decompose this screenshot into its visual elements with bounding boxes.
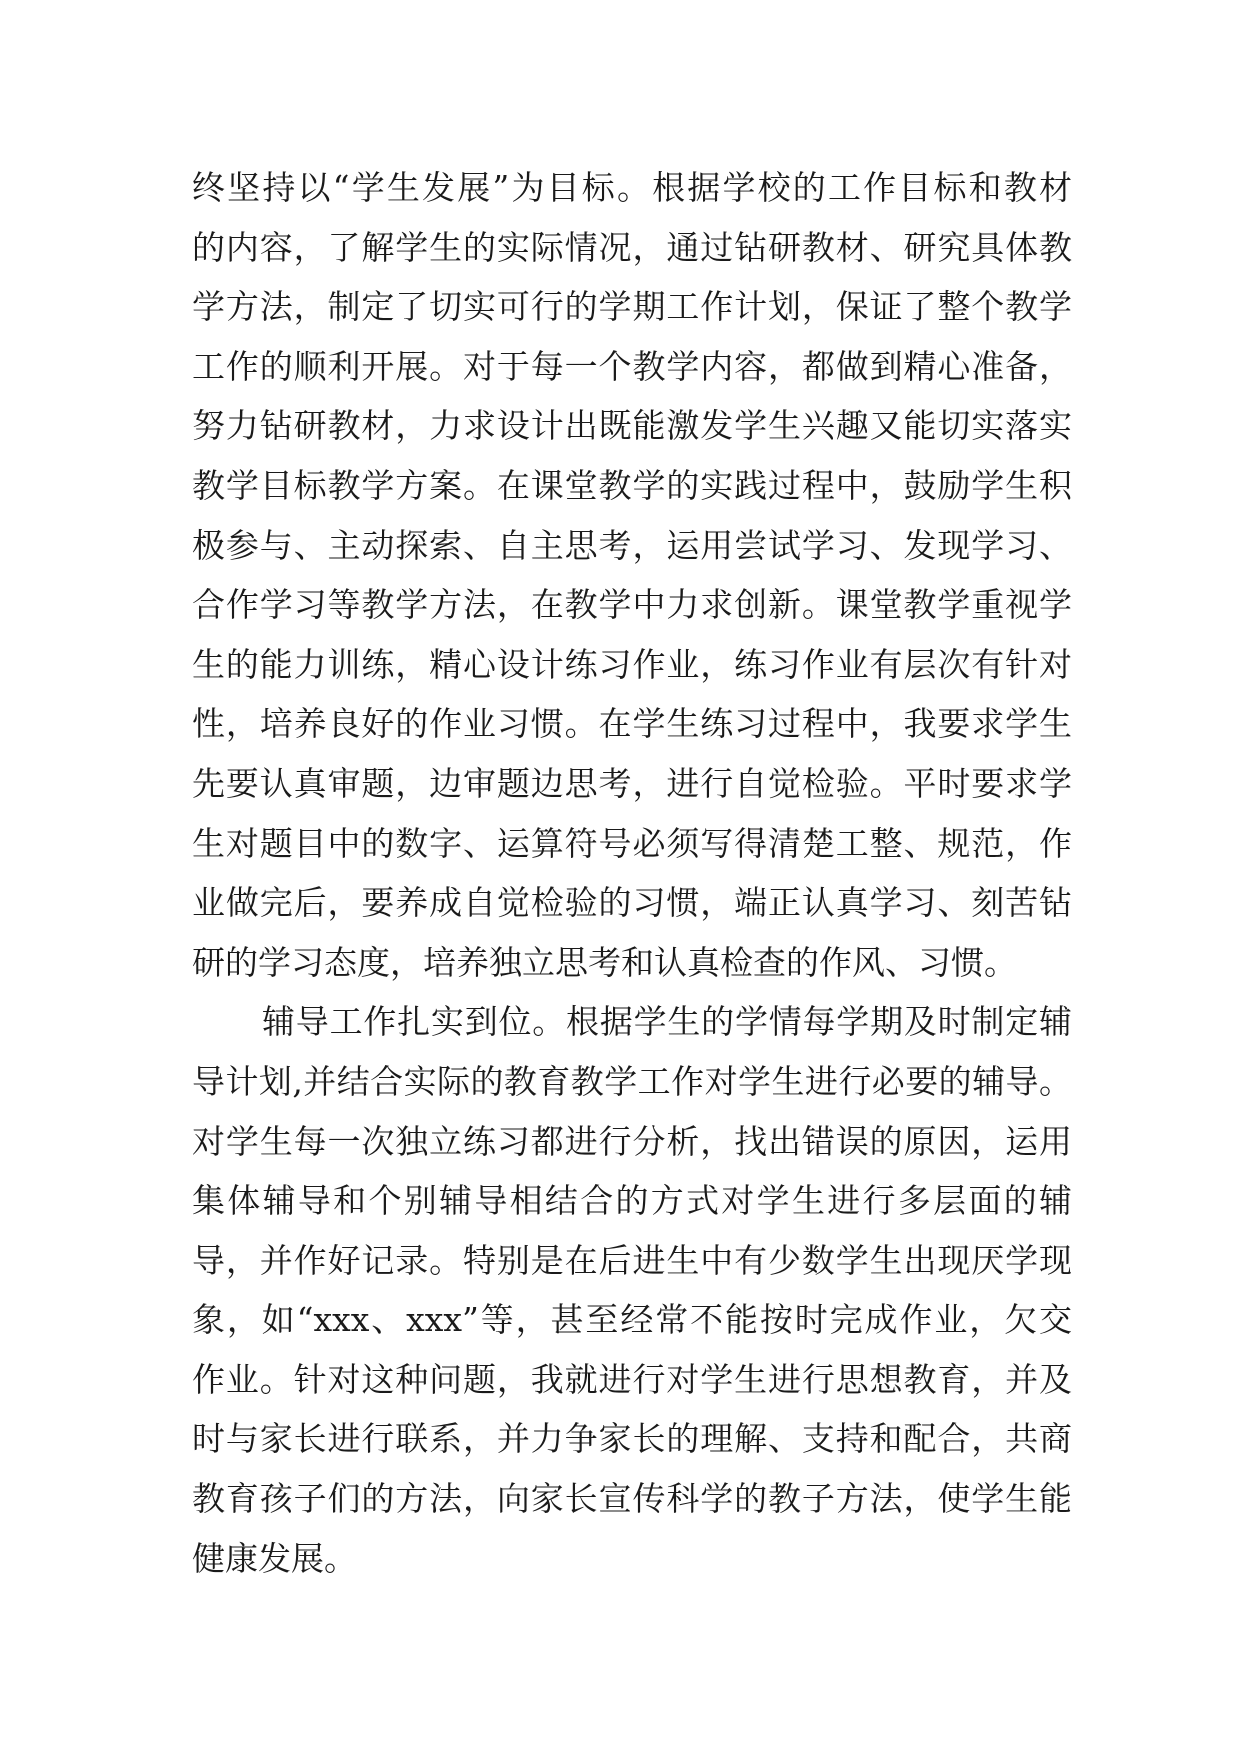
text-line: 集体辅导和个别辅导相结合的方式对学生进行多层面的辅 — [192, 1181, 1072, 1221]
text-line: 健康发展。 — [192, 1538, 357, 1578]
paragraph-first-line: 辅导工作扎实到位。根据学生的学情每学期及时制定辅 — [262, 1002, 1072, 1042]
text-line: 合作学习等教学方法，在教学中力求创新。课堂教学重视学 — [192, 585, 1072, 625]
text-line: 工作的顺利开展。对于每一个教学内容，都做到精心准备， — [192, 346, 1072, 386]
text-line: 教育孩子们的方法，向家长宣传科学的教子方法，使学生能 — [192, 1479, 1072, 1519]
text-line: 对学生每一次独立练习都进行分析，找出错误的原因，运用 — [192, 1121, 1072, 1161]
text-line: 时与家长进行联系，并力争家长的理解、支持和配合，共商 — [192, 1419, 1072, 1459]
body-text — [192, 158, 1072, 1588]
text-line: 终坚持以“学生发展”为目标。根据学校的工作目标和教材 — [192, 168, 1072, 207]
text-line: 教学目标教学方案。在课堂教学的实践过程中，鼓励学生积 — [192, 465, 1072, 505]
text-line: 先要认真审题，边审题边思考，进行自觉检验。平时要求学 — [192, 763, 1072, 803]
text-line: 学方法，制定了切实可行的学期工作计划，保证了整个教学 — [192, 287, 1072, 327]
text-line: 极参与、主动探索、自主思考，运用尝试学习、发现学习、 — [192, 525, 1072, 565]
text-line: 性，培养良好的作业习惯。在学生练习过程中，我要求学生 — [192, 704, 1072, 744]
text-line: 生的能力训练，精心设计练习作业，练习作业有层次有针对 — [192, 644, 1072, 684]
text-line: 导计划,并结合实际的教育教学工作对学生进行必要的辅导。 — [192, 1061, 1072, 1101]
text-line: 导，并作好记录。特别是在后进生中有少数学生出现厌学现 — [192, 1240, 1072, 1280]
text-line: 象，如“xxx、xxx”等，甚至经常不能按时完成作业，欠交 — [192, 1300, 1072, 1340]
text-line: 作业。针对这种问题，我就进行对学生进行思想教育，并及 — [192, 1359, 1072, 1399]
text-line: 研的学习态度，培养独立思考和认真检查的作风、习惯。 — [192, 942, 1017, 982]
text-line: 努力钻研教材，力求设计出既能激发学生兴趣又能切实落实 — [192, 406, 1072, 446]
text-line: 的内容，了解学生的实际情况，通过钻研教材、研究具体教 — [192, 227, 1072, 267]
text-line: 生对题目中的数字、运算符号必须写得清楚工整、规范，作 — [192, 823, 1072, 863]
text-line: 业做完后，要养成自觉检验的习惯，端正认真学习、刻苦钻 — [192, 883, 1072, 923]
